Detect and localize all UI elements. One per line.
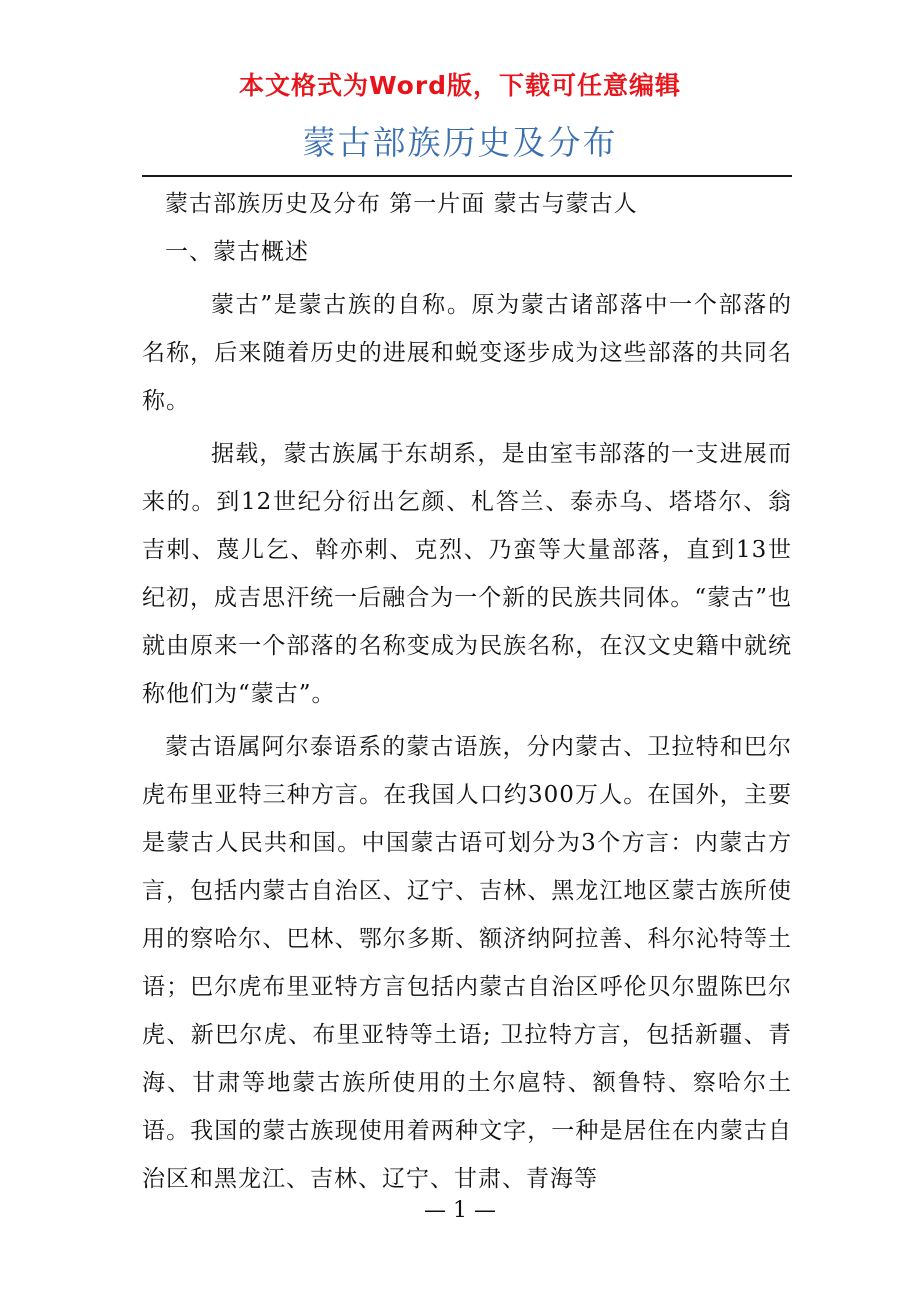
paragraph-2: 据载，蒙古族属于东胡系，是由室韦部落的一支进展而来的。到12世纪分衍出乞颜、札答兰、泰赤乌、塔塔尔、翁吉剌、蔑儿乞、斡亦剌、克烈、乃蛮等大量部落，直到13世纪初，成吉思汗统一后融合为一个新的民族共同体。“蒙古”也就由原来一个部落的名称变成为民族名称，在汉文史籍中就统称他们为“蒙古”。 bbox=[142, 441, 792, 707]
document-body bbox=[142, 180, 792, 1203]
paragraph-3: 蒙古语属阿尔泰语系的蒙古语族，分内蒙古、卫拉特和巴尔虎布里亚特三种方言。在我国人口约300万人。在国外，主要是蒙古人民共和国。中国蒙古语可划分为3个方言：内蒙古方言，包括内蒙古自治区、辽宁、吉林、黑龙江地区蒙古族所使用的察哈尔、巴林、鄂尔多斯、额济纳阿拉善、科尔沁特等土语；巴尔虎布里亚特方言包括内蒙古自治区呼伦贝尔盟陈巴尔虎、新巴尔虎、布里亚特等土语; 卫拉特方言，包括新疆、青海、甘肃等地蒙古族所使用的土尔扈特、额鲁特、察哈尔土语。我国的蒙古族现使用着两种文字，一种是居住在内蒙古自治区和黑龙江、吉林、辽宁、甘肃、青海等 bbox=[142, 734, 792, 1192]
format-notice-banner: 本文格式为Word版，下载可任意编辑 bbox=[238, 71, 682, 100]
title-divider bbox=[142, 175, 792, 177]
heading-line: 蒙古部族历史及分布 第一片面 蒙古与蒙古人 bbox=[165, 191, 638, 217]
section-heading: 一、蒙古概述 bbox=[165, 239, 309, 265]
page-number: — 1 — bbox=[424, 1198, 496, 1223]
document-title: 蒙古部族历史及分布 bbox=[302, 123, 618, 162]
paragraph-1: 蒙古”是蒙古族的自称。原为蒙古诸部落中一个部落的名称，后来随着历史的进展和蜕变逐步成为这些部落的共同名称。 bbox=[142, 292, 792, 414]
